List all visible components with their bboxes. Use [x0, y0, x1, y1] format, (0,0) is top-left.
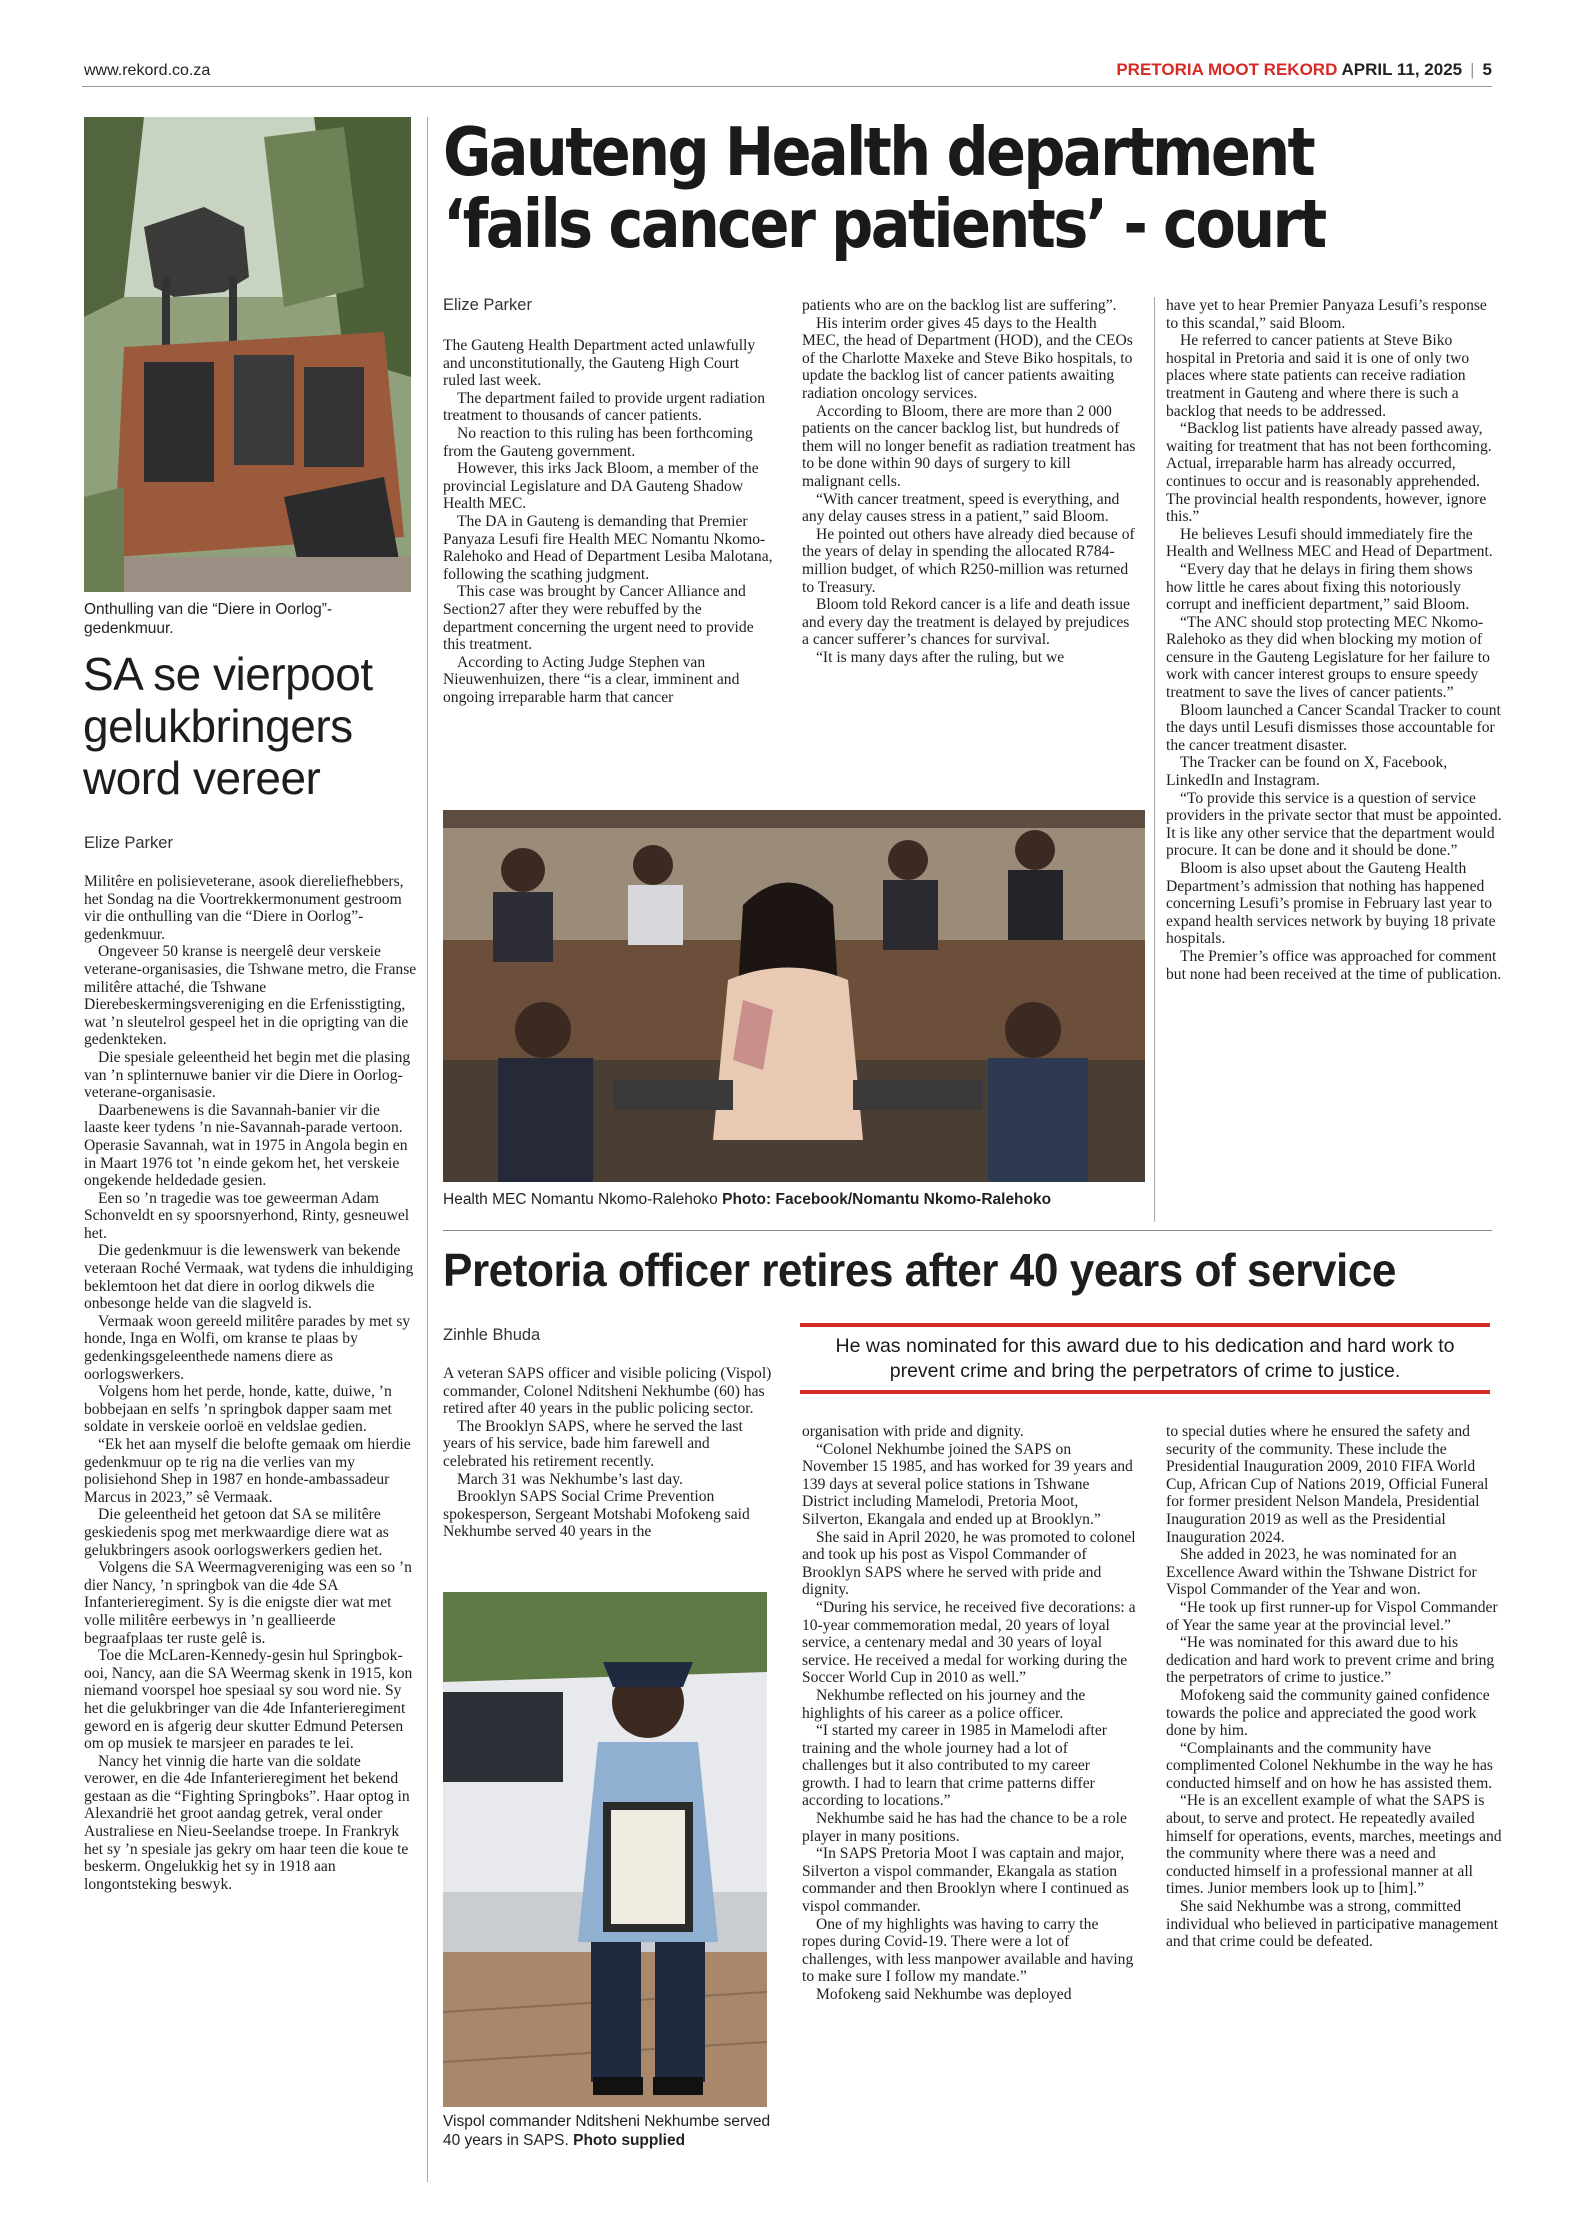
pull-quote [800, 1323, 1490, 1394]
paragraph: patients who are on the backlog list are suffering”. [802, 297, 1117, 314]
paragraph: According to Bloom, there are more than 2 000 patients on the cancer backlog list, but hundreds of them will no longer benefit as radiation treatment has to be done within 90 days of surgery to kill malignant cells. [802, 402, 1136, 490]
header-divider [82, 86, 1492, 87]
pull-quote-bottom-bar [800, 1390, 1490, 1394]
memorial-photo-caption: Onthulling van die “Diere in Oorlog”-gedenkmuur. [84, 601, 333, 637]
paragraph: Die spesiale geleentheid het begin met die plasing van ’n splinternuwe banier vir die Diere in Oorlog-veterane-organisasie. [84, 1048, 411, 1102]
left-story-byline: Elize Parker [84, 834, 173, 852]
paragraph: He believes Lesufi should immediately fire the Health and Wellness MEC and Head of Department. [1166, 525, 1493, 561]
paragraph: The Brooklyn SAPS, where he served the last years of his service, bade him farewell and celebrated his retirement recently. [443, 1417, 743, 1470]
paragraph: No reaction to this ruling has been forthcoming from the Gauteng government. [443, 424, 753, 460]
paragraph: “He was nominated for this award due to his dedication and hard work to prevent crime and bring the perpetrators of crime to justice.” [1166, 1634, 1495, 1687]
paragraph: This case was brought by Cancer Alliance and Section27 after they were rebuffed by the department concerning the urgent need to provide this treatment. [443, 583, 754, 654]
officer-photo-caption [443, 2112, 773, 2150]
paragraph: “I started my career in 1985 in Mamelodi after training and the whole journey had a lot of challenges but it also contributed to my career growth. I had to learn that crime patterns differ according to locations.” [802, 1722, 1107, 1810]
main-headline-line-2: ‘fails cancer patients’ - court [443, 185, 1325, 263]
officer-photo-credit: Photo supplied [573, 2132, 686, 2149]
main-story-byline: Elize Parker [443, 296, 532, 314]
mec-photo [443, 810, 1145, 1182]
paragraph: “He took up first runner-up for Vispol Commander of Year the same year at the provincial level.” [1166, 1598, 1498, 1634]
paragraph: He pointed out others have already died because of the years of delay in spending the allocated R784-million budget, of which R250-million was returned to Treasury. [802, 525, 1135, 596]
paragraph: Mofokeng said Nekhumbe was deployed [816, 1986, 1072, 2003]
left-story-headline: SA se vierpoot gelukbringers word vereer [83, 648, 373, 804]
paragraph: The Tracker can be found on X, Facebook, LinkedIn and Instagram. [1166, 754, 1448, 790]
paragraph: “In SAPS Pretoria Moot I was captain and major, Silverton a vispol commander, Ekangala as station commander and then Brooklyn where I continued as vispol commander. [802, 1845, 1129, 1916]
paragraph: Nekhumbe said he has had the chance to be a role player in many positions. [802, 1810, 1127, 1845]
story-divider [443, 1230, 1492, 1231]
second-story-column-3 [1166, 1423, 1502, 2183]
paragraph: The DA in Gauteng is demanding that Premier Panyaza Lesufi fire Health MEC Nomantu Nkomo-Ralehoko and Head of Department Lesiba Malotana, following the scathing judgment. [443, 512, 773, 583]
column-divider [1154, 297, 1155, 1222]
mec-photo-credit: Photo: Facebook/Nomantu Nkomo-Ralehoko [722, 1191, 1052, 1208]
main-story-column-2 [802, 297, 1136, 807]
paragraph: Ongeveer 50 kranse is neergelê deur verskeie veterane-organisasies, die Tshwane metro, die Franse militêre attaché, die Tshwane Dierebeskermingsvereniging en die Erfenisstigting, wat ’n sleutelrol gespeel het in die oprigting van die gedenkteken. [84, 943, 417, 1049]
paragraph: The Premier’s office was approached for comment but none had been received at the time of publication. [1166, 947, 1502, 983]
second-story-column-1 [443, 1365, 773, 1565]
paragraph: to special duties where he ensured the safety and security of the community. These include the Presidential Inauguration 2009, 2010 FIFA World Cup, African Cup of Nations 2019, Official Funeral for former president Nelson Mandela, Presidential Inauguration 2019 as well as the Presidential Inauguration 2024. [1166, 1423, 1489, 1546]
paragraph: “Complainants and the community have complimented Colonel Nekhumbe in the way he has conducted himself and on how he has assisted them. [1166, 1739, 1493, 1792]
issue-date: APRIL 11, 2025 [1341, 60, 1463, 79]
paragraph: “He is an excellent example of what the SAPS is about, to serve and protect. He repeatedly availed himself for operations, events, marches, meetings and the community where there was a need and conducted himself in a professional manner at all times. Junior members look up to [him].” [1166, 1792, 1502, 1898]
paragraph: have yet to hear Premier Panyaza Lesufi’s response to this scandal,” said Bloom. [1166, 297, 1487, 332]
officer-caption-text: Vispol commander Nditsheni Nekhumbe served 40 years in SAPS. [443, 2113, 771, 2149]
paragraph: She said Nekhumbe was a strong, committed individual who believed in participative management and that crime could be defeated. [1166, 1898, 1499, 1951]
paragraph: He referred to cancer patients at Steve Biko hospital in Pretoria and said it is one of only two places where state patients can receive radiation treatment in Gauteng and where there is such a backlog that needs to be addressed. [1166, 332, 1470, 420]
paragraph: Mofokeng said the community gained confidence towards the police and appreciated the good work done by him. [1166, 1686, 1490, 1740]
paragraph: “Ek het aan myself die belofte gemaak om hierdie gedenkmuur op te rig na die verlies van my polisiehond Shep in 1987 en honde-ambassadeur Marcus in 2023,” sê Vermaak. [84, 1436, 411, 1506]
second-story-byline: Zinhle Bhuda [443, 1326, 541, 1344]
paragraph: “To provide this service is a question of service providers in the private sector that must be appointed. It is like any other service that the department would procure. It can be done and it should be done.” [1166, 789, 1502, 860]
paragraph: His interim order gives 45 days to the Health MEC, the head of Department (HOD), and the CEOs of the Charlotte Maxeke and Steve Biko hospitals, to update the backlog list of cancer patients awaiting radiation oncology services. [802, 314, 1133, 402]
header-separator: | [1470, 60, 1475, 79]
paragraph: She added in 2023, he was nominated for an Excellence Award within the Tshwane District for Vispol Commander of the Year and won. [1166, 1546, 1477, 1599]
second-story-headline: Pretoria officer retires after 40 years of service [443, 1244, 1396, 1296]
paragraph: “Backlog list patients have already passed away, waiting for treatment that has not been forthcoming. Actual, irreparable harm has already occurred, continues to occur and is reasonably apprehended. The provincial health respondents, however, ignore this.” [1166, 420, 1492, 526]
left-story-body [84, 873, 418, 2183]
main-story-column-3 [1166, 297, 1502, 1227]
paragraph: Bloom launched a Cancer Scandal Tracker to count the days until Lesufi dismisses those accountable for the cancer treatment disaster. [1166, 701, 1501, 754]
page-number: 5 [1482, 60, 1492, 79]
paragraph: However, this irks Jack Bloom, a member of the provincial Legislature and DA Gauteng Shadow Health MEC. [443, 460, 759, 513]
site-url[interactable]: www.rekord.co.za [84, 62, 211, 79]
paragraph: “It is many days after the ruling, but we [816, 648, 1065, 666]
paragraph: March 31 was Nekhumbe’s last day. [457, 1470, 683, 1488]
paragraph: “Colonel Nekhumbe joined the SAPS on November 15 1985, and has worked for 39 years and 139 days at several police stations in Tshwane District including Mamelodi, Pretoria Moot, Silverton, Ekangala and ended up at Brooklyn.” [802, 1440, 1133, 1528]
paragraph: The department failed to provide urgent radiation treatment to thousands of cancer patients. [443, 389, 766, 425]
paragraph: Nancy het vinnig die harte van die soldate verower, en die 4de Infanterieregiment het bekend gestaan as die “Fighting Springboks”. Haar optog in Alexandrië het groot aandag getrek, veral onder Australiese en Nieu-Seelandse troepe. In Frankryk het sy ’n spesiale jas gekry om haar teen die koue te beskerm. Ongelukkig het sy in 1918 aan longontsteking beswyk. [84, 1752, 410, 1893]
paragraph: Bloom told Rekord cancer is a life and death issue and every day the treatment is delayed by prejudices a cancer sufferer’s chances for survival. [802, 596, 1130, 649]
memorial-wall-photo [84, 117, 411, 592]
paragraph: Toe die McLaren-Kennedy-gesin hul Springbok-ooi, Nancy, aan die SA Weermag skenk in 1915, kon niemand voorspel hoe spesiaal sy sou word nie. Sy het die gelukbringer van die 4de Infanterieregiment geword en is afgerig deur skutter Edmund Petersen om op musiek te marsjeer en parades te lei. [84, 1647, 413, 1753]
paragraph: Die gedenkmuur is die lewenswerk van bekende veteraan Roché Vermaak, wat tydens die inhuldiging beklemtoon het dat diere in oorlog dikwels die onbesonge helde van die slagveld is. [84, 1242, 414, 1313]
paragraph: Daarbenewens is die Savannah-banier vir die laaste keer tydens ’n nie-Savannah-parade vertoon. Operasie Savannah, wat in 1975 in Angola begin en in Maart 1976 tot ’n einde gekom het, het verskeie ongekende heldedade gesien. [84, 1101, 408, 1190]
column-divider [427, 117, 428, 2182]
paragraph: The Gauteng Health Department acted unlawfully and unconstitutionally, the Gauteng High Court ruled last week. [443, 337, 756, 390]
paragraph: Vermaak woon gereeld militêre parades by met sy honde, Inga en Wolfi, om kranse te plaas by gedenkingsgeleenthede namens diere as oorlogswerkers. [84, 1312, 411, 1383]
paragraph: Volgens hom het perde, honde, katte, duiwe, ’n bobbejaan en selfs ’n springbok dapper saam met soldate in verskeie oorloë en veldslae gedien. [84, 1383, 392, 1436]
publication-name: PRETORIA MOOT REKORD [1116, 60, 1338, 79]
paragraph: A veteran SAPS officer and visible policing (Vispol) commander, Colonel Nditsheni Nekhumbe (60) has retired after 40 years in the public policing sector. [443, 1365, 772, 1418]
paragraph: One of my highlights was having to carry the ropes during Covid-19. There were a lot of challenges, with less manpower available and having to make sure I follow my mandate.” [802, 1915, 1134, 1986]
pull-quote-text: He was nominated for this award due to his dedication and hard work to prevent crime and bring the perpetrators of crime to justice. [835, 1335, 1455, 1382]
main-headline-line-1: Gauteng Health department [443, 113, 1314, 191]
second-story-column-2 [802, 1423, 1136, 2183]
paragraph: Brooklyn SAPS Social Crime Prevention spokesperson, Sergeant Motshabi Mofokeng said Nekhumbe served 40 years in the [443, 1488, 750, 1541]
officer-photo [443, 1592, 767, 2107]
mec-photo-caption [443, 1190, 1163, 1209]
paragraph: Nekhumbe reflected on his journey and the highlights of his career as a police officer. [802, 1686, 1086, 1722]
paragraph: Volgens die SA Weermagvereniging was een so ’n dier Nancy, ’n springbok van die 4de SA Infanterieregiment. Sy is die enigste dier wat met volle militêre eerbewys in ’n geallieerde begraafplaas ter ruste gelê is. [84, 1559, 412, 1647]
paragraph: organisation with pride and dignity. [802, 1423, 1024, 1440]
paragraph: “The ANC should stop protecting MEC Nkomo-Ralehoko as they did when blocking my motion of censure in the Gauteng Legislature for her failure to work with cancer interest groups to ensure speedy treatment to save the lives of cancer patients.” [1166, 613, 1490, 702]
page-header-info [1116, 60, 1492, 80]
main-headline [443, 113, 1325, 263]
paragraph: “With cancer treatment, speed is everything, and any delay causes stress in a patient,” said Bloom. [802, 490, 1120, 526]
paragraph: “During his service, he received five decorations: a 10-year commemoration medal, 20 years of loyal service, a centenary medal and 30 years of loyal service. He received a medal for working during the Soccer World Cup in 2010 as well.” [802, 1598, 1136, 1687]
paragraph: According to Acting Judge Stephen van Nieuwenhuizen, there “is a clear, imminent and ongoing irreparable harm that cancer [443, 653, 740, 706]
paragraph: Die geleentheid het getoon dat SA se militêre geskiedenis spog met merkwaardige diere wat as gelukbringers asook oorlogswerkers gedien het. [84, 1506, 389, 1559]
paragraph: Een so ’n tragedie was toe geweerman Adam Schonveldt en sy spoorsnyerhond, Rinty, gesneuwel het. [84, 1189, 410, 1242]
paragraph: Bloom is also upset about the Gauteng Health Department’s admission that nothing has happened concerning Lesufi’s promise in February last year to expand health services network by buying 18 private hospitals. [1166, 860, 1496, 948]
paragraph: She said in April 2020, he was promoted to colonel and took up his post as Vispol Commander of Brooklyn SAPS where he served with pride and dignity. [802, 1528, 1136, 1599]
main-story-column-1 [443, 337, 773, 807]
paragraph: “Every day that he delays in firing them shows how little he cares about fixing this notoriously corrupt and inefficient department,” said Bloom. [1166, 560, 1473, 614]
mec-caption-text: Health MEC Nomantu Nkomo-Ralehoko [443, 1191, 718, 1208]
paragraph: Militêre en polisieveterane, asook diereliefhebbers, het Sondag na die Voortrekkermonument gestroom vir die onthulling van die “Diere in Oorlog”-gedenkmuur. [84, 873, 404, 943]
